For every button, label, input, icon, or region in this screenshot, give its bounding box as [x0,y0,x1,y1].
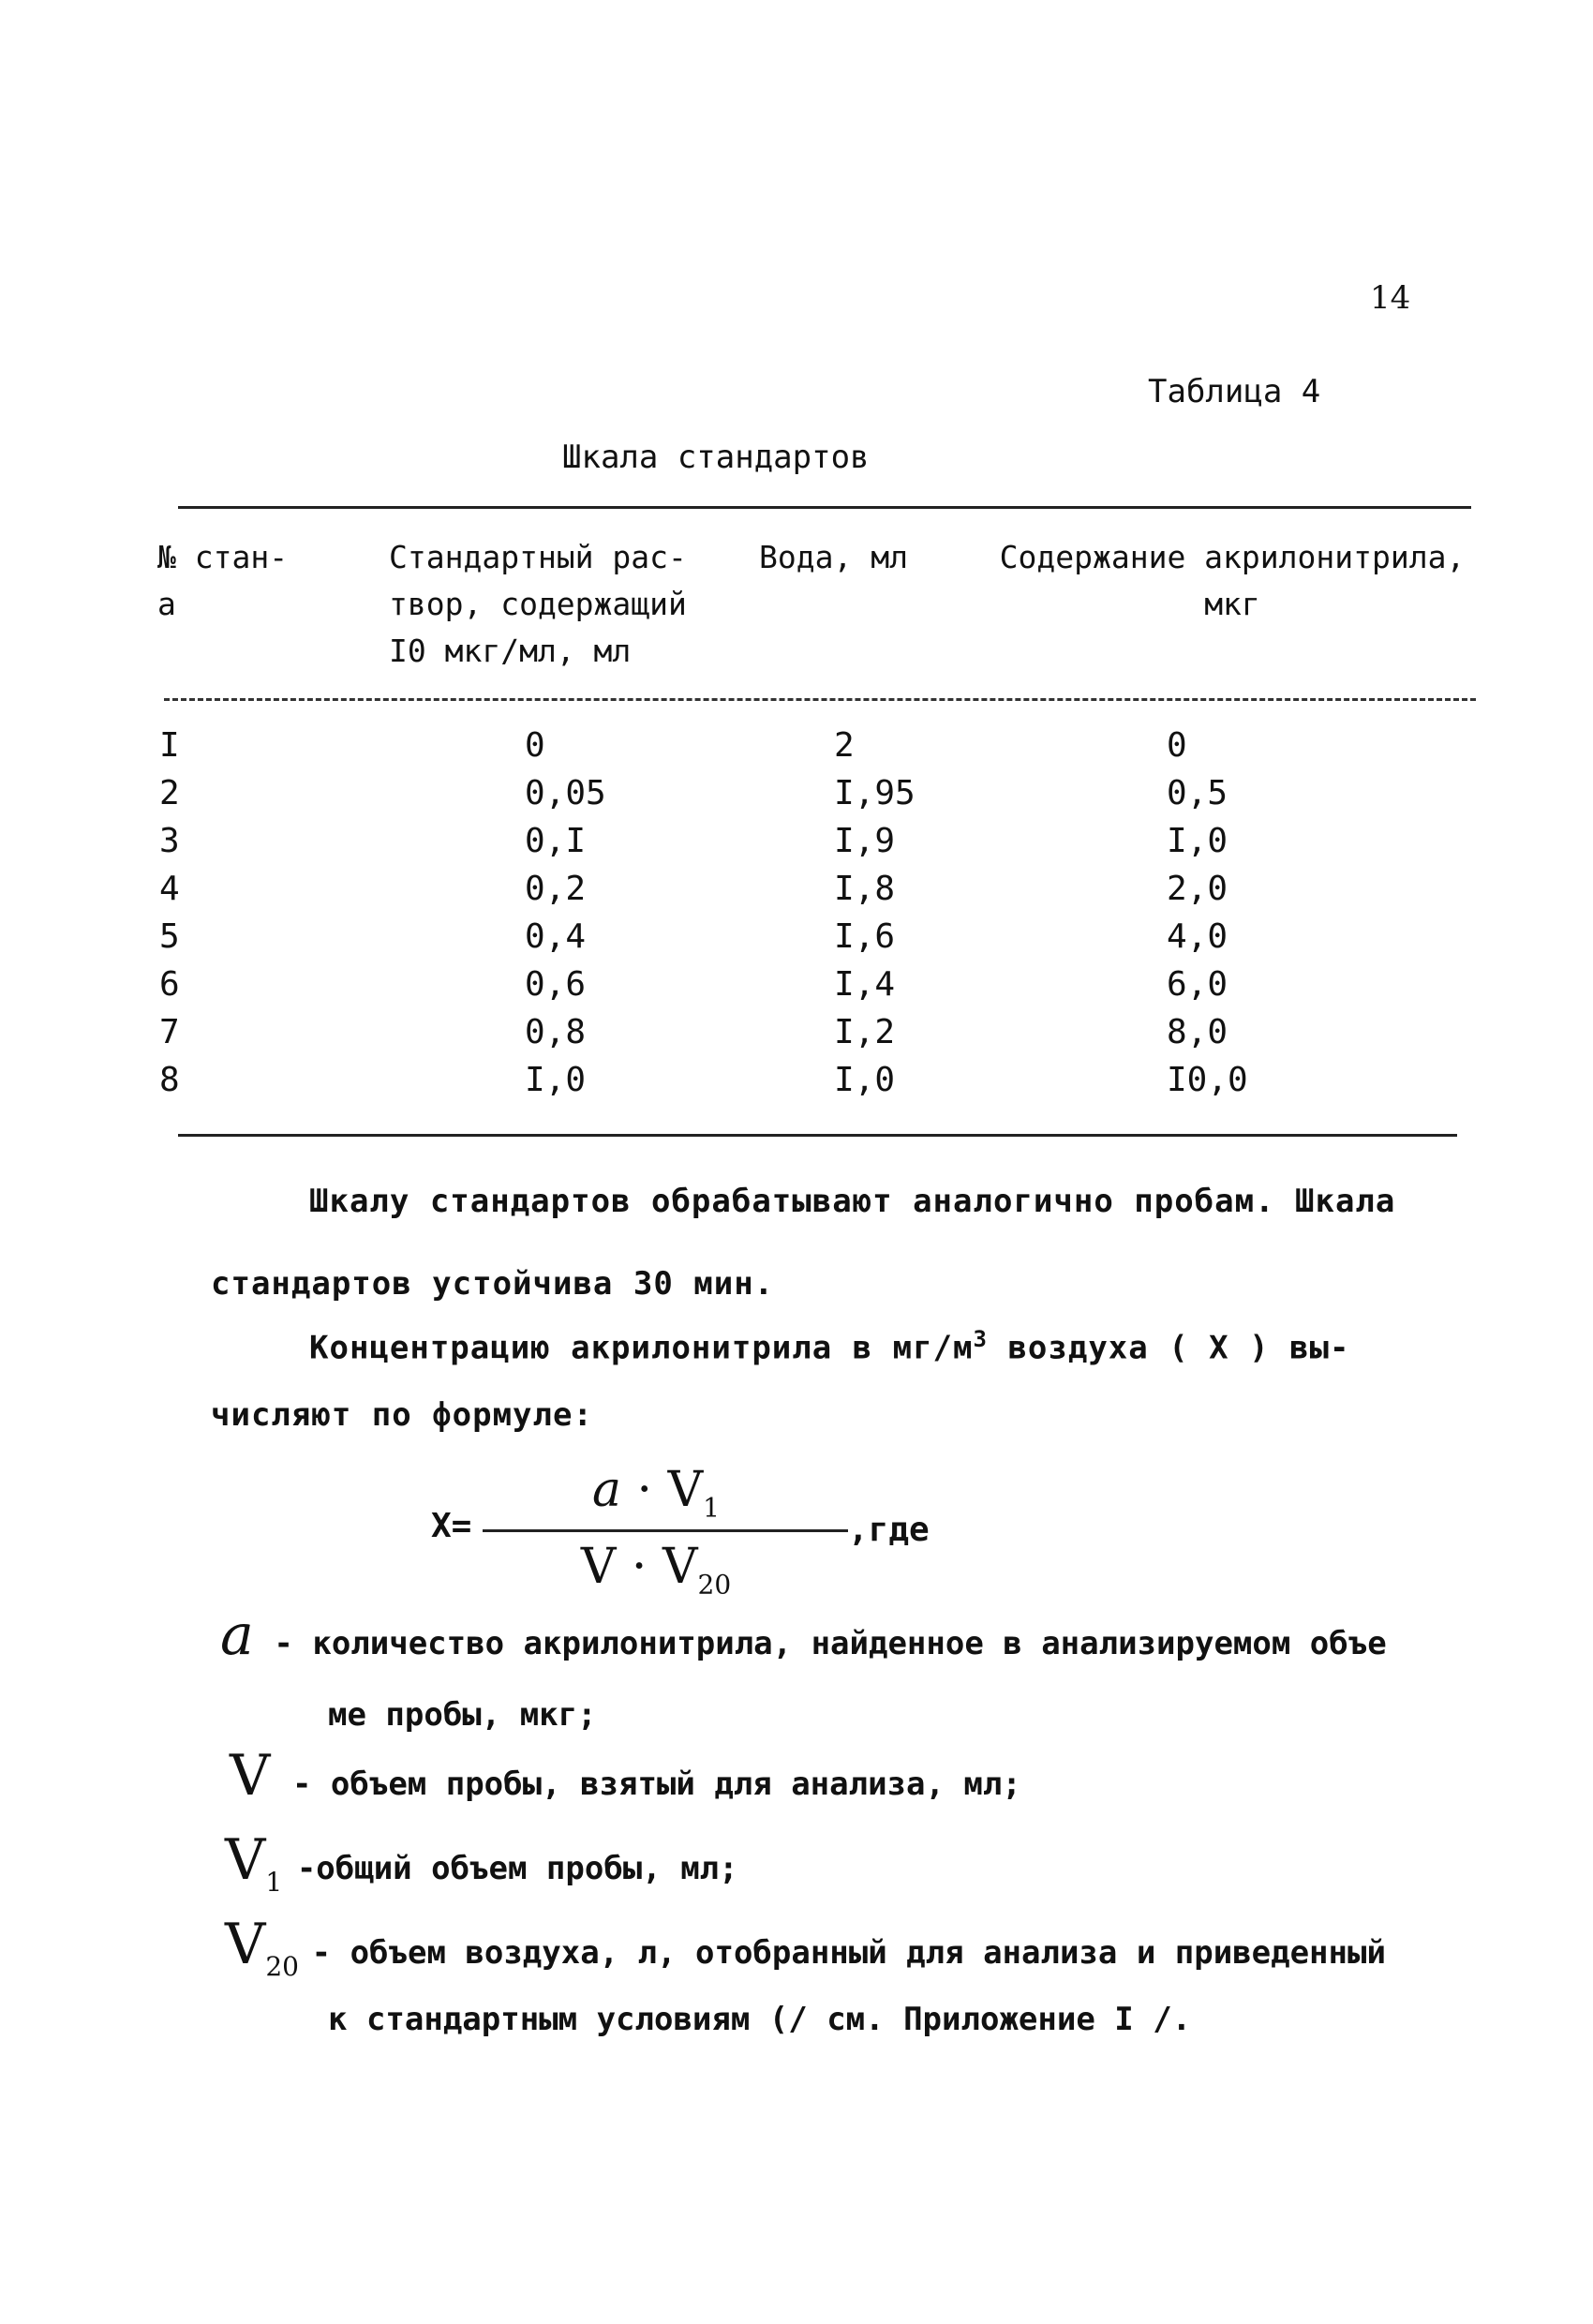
table-cell: I,0 [1167,822,1228,860]
table-cell: I0,0 [1167,1061,1248,1099]
table-cell: 4,0 [1167,917,1228,956]
table-cell: 0,6 [525,965,587,1004]
table-cell: I,4 [834,965,896,1004]
definition-text: - объем воздуха, л, отобранный для анализа и приведенный [311,1934,1386,1972]
table-cell: 0,2 [525,870,587,908]
formula-text: V · V [580,1539,698,1595]
header-line: Содержание акрилонитрила, [999,539,1466,575]
definition-continuation: к стандартным условиям (/ см. Приложение I /. [328,2001,1192,2038]
definition-item [225,1827,738,1898]
paragraph-concentration-line1 [309,1326,1349,1366]
formula-subscript: 1 [703,1492,720,1524]
row-number-cell: 7 [159,1013,180,1051]
definition-text: - количество акрилонитрила, найденное в анализируемом объе [274,1625,1387,1662]
paragraph-standards-line2: стандартов устойчива 30 мин. [211,1265,775,1303]
row-number-cell: 2 [159,774,180,812]
formula-tail: ,где [848,1511,930,1549]
superscript: 3 [973,1326,988,1352]
header-line: а [157,586,176,622]
text-segment: воздуха ( X ) вы- [987,1329,1350,1367]
formula-denominator [525,1539,787,1600]
definition-item [230,1743,1021,1813]
table-title: Шкала стандартов [562,439,870,476]
header-col-content [989,534,1476,628]
table-cell: 2 [834,726,855,765]
table-cell: 2,0 [1167,870,1228,908]
formula-fraction-bar [483,1529,848,1532]
symbol-subscript: 1 [265,1867,283,1898]
header-col-water [759,534,908,581]
row-number-cell: I [159,726,180,765]
row-number-cell: 5 [159,917,180,956]
table-cell: I,0 [525,1061,587,1099]
formula [422,1462,930,1602]
page-number: 14 [1370,279,1411,317]
symbol-glyph: a [220,1602,254,1668]
header-line: твор, содержащий [389,586,687,622]
formula-subscript: 20 [697,1569,732,1601]
paragraph-concentration-line2: числяют по формуле: [211,1396,593,1434]
table-cell: I,8 [834,870,896,908]
header-line: Стандартный рас- [389,539,687,575]
table-bottom-rule [178,1134,1457,1137]
header-line: № стан- [157,539,289,575]
header-col-number [157,534,288,628]
definition-item [225,1912,1386,1982]
table-cell: I,2 [834,1013,896,1051]
header-line: Вода, мл [759,539,908,575]
formula-text: · V [621,1462,704,1518]
header-line: мкг [1204,586,1260,622]
row-number-cell: 3 [159,822,180,860]
table-cell: 0 [525,726,545,765]
table-cell: 0 [1167,726,1187,765]
symbol-glyph: V [225,1912,266,1977]
row-number-cell: 6 [159,965,180,1004]
table-cell: 0,5 [1167,774,1228,812]
formula-symbol: a [592,1462,622,1518]
header-col-solution [389,534,687,675]
definition-symbol [220,1602,254,1668]
table-cell: 8,0 [1167,1013,1228,1051]
table-cell: I,9 [834,822,896,860]
definition-item [220,1602,1387,1673]
symbol-glyph: V [230,1743,271,1809]
table-cell: I,95 [834,774,916,812]
table-label: Таблица 4 [1148,373,1321,410]
table-cell: 0,4 [525,917,587,956]
symbol-subscript: 20 [265,1951,299,1982]
definition-continuation: ме пробы, мкг; [328,1696,597,1734]
table-header-rule [164,698,1476,701]
table-cell: 6,0 [1167,965,1228,1004]
symbol-glyph: V [225,1827,266,1893]
row-number-cell: 4 [159,870,180,908]
header-line: I0 мкг/мл, мл [389,633,632,669]
definition-symbol [230,1743,270,1809]
table-cell: I,0 [834,1061,896,1099]
definition-symbol [225,1912,299,1982]
paragraph-standards-line1: Шкалу стандартов обрабатывают аналогично пробам. Шкала [309,1183,1396,1220]
definition-symbol [225,1827,283,1898]
text-segment: Концентрацию акрилонитрила в мг/м [309,1329,974,1367]
table-cell: I,6 [834,917,896,956]
formula-numerator [525,1462,787,1523]
table-cell: 0,05 [525,774,606,812]
table-top-rule [178,506,1471,509]
definition-text: - объем пробы, взятый для анализа, мл; [291,1765,1021,1803]
table-cell: 0,8 [525,1013,587,1051]
row-number-cell: 8 [159,1061,180,1099]
formula-lhs: X= [431,1507,472,1545]
table-cell: 0,I [525,822,587,860]
definition-text: -общий объем пробы, мл; [296,1850,738,1887]
